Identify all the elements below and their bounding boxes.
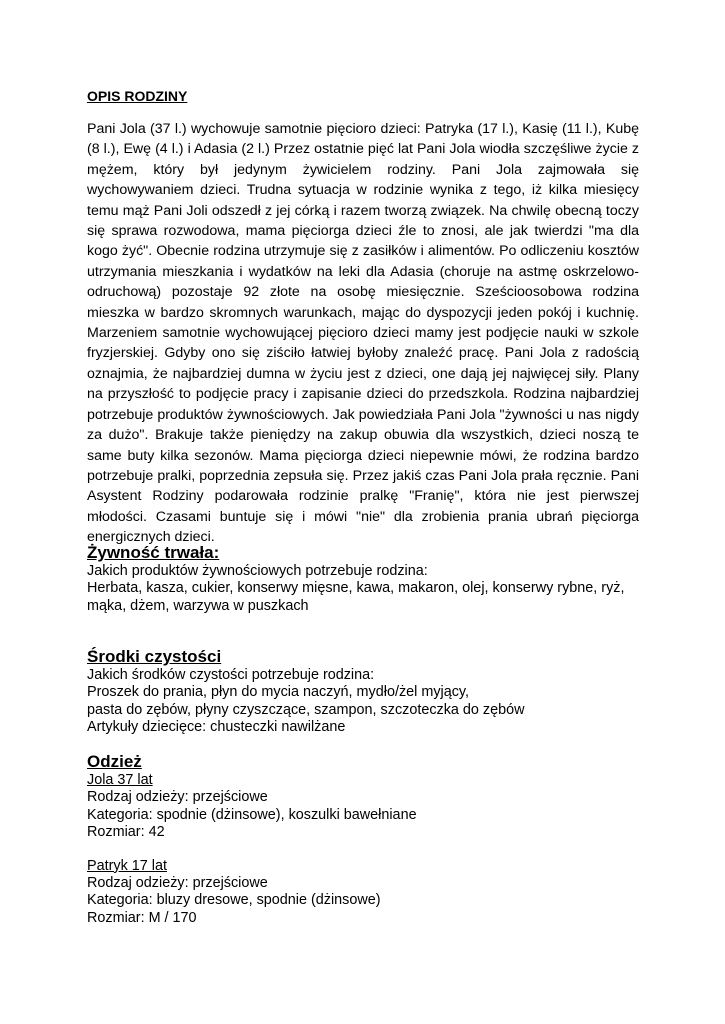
cleaning-question: Jakich środków czystości potrzebuje rodzina: [87,667,375,683]
person-name: Patryk 17 lat [87,857,167,874]
cleaning-item-line: Artykuły dziecięce: chusteczki nawilżane [87,719,346,736]
clothes-heading: Odzież [87,752,142,771]
page-title: OPIS RODZINY [87,88,188,104]
food-item-line: mąka, dżem, warzywa w puszkach [87,597,309,614]
cleaning-item-line: Proszek do prania, płyn do mycia naczyń, mydło/żel myjący, [87,684,470,701]
clothing-category: Kategoria: spodnie (dżinsowe), koszulki bawełniane [87,806,417,823]
clothing-type: Rodzaj odzieży: przejściowe [87,875,268,892]
family-description: Pani Jola (37 l.) wychowuje samotnie pięcioro dzieci: Patryka (17 l.), Kasię (11 l.), Kubę (8 l.), Ewę (4 l.) i Adasia (2 l.) Przez ostatnie pięć lat Pani Jola wiodła szczęśliwe życie z mężem, który był jedynym żywicielem rodziny. Pani Jola zajmowała się wychowywaniem dzieci. Trudna sytuacja w rodzinie wynika z tego, iż kilka miesięcy temu mąż Pani Joli odszedł z jej córką i razem tworzą związek. Na chwilę obecną toczy się sprawa rozwodowa, mama pięciorga dzieci źle to znosi, ale jak twierdzi "ma dla kogo żyć". Obecnie rodzina utrzymuje się z zasiłków i alimentów. Po odliczeniu kosztów utrzymania mieszkania i wydatków na leki dla Adasia (choruje na astmę oskrzelowo-odruchową) pozostaje 92 złote na osobę miesięcznie. Sześcioosobowa rodzina mieszka w bardzo skromnych warunkach, mając do dyspozycji jeden pokój i kuchnię. Marzeniem samotnie wychowującej pięcioro dzieci mamy jest podjęcie nauki w szkole fryzjerskiej. Gdyby ono się ziściło łatwiej byłoby znaleźć pracę. Pani Jola z radością oznajmia, że najbardziej dumna w życiu jest z dzieci, one dają jej najwięcej siły. Plany na przyszłość to podjęcie pracy i zapisanie dzieci do przedszkola. Rodzina najbardziej potrzebuje produktów żywnościowych. Jak powiedziała Pani Jola "żywności u nas nigdy za dużo". Brakuje także pieniędzy na zakup obuwia dla wszystkich, dzieci noszą te same buty kilka sezonów. Mama pięciorga dzieci niepewnie mówi, że rodzina bardzo potrzebuje pralki, poprzednia zepsuła się. Przez jakiś czas Pani Jola prała ręcznie. Pani Asystent Rodziny podarowała rodzinie pralkę "Franię", która nie jest pierwszej młodości. Czasami buntuje się i mówi "nie" dla zrobienia prania ubrań pięciorga energicznych dzieci. [87,121,639,546]
person-clothing-entry [87,858,639,928]
food-heading: Żywność trwała: [87,543,220,562]
cleaning-heading: Środki czystości [87,647,222,666]
clothing-size: Rozmiar: 42 [87,824,165,841]
clothing-category: Kategoria: bluzy dresowe, spodnie (dżinsowe) [87,892,381,909]
clothes-section [87,752,639,927]
food-question: Jakich produktów żywnościowych potrzebuje rodzina: [87,563,428,579]
clothing-size: Rozmiar: M / 170 [87,909,197,926]
food-item-line: Herbata, kasza, cukier, konserwy mięsne, kawa, makaron, olej, konserwy rybne, ryż, [87,580,625,597]
cleaning-item-line: pasta do zębów, płyny czyszczące, szampon, szczoteczka do zębów [87,701,525,718]
cleaning-section [87,647,639,737]
person-clothing-entry [87,772,639,842]
person-name: Jola 37 lat [87,772,153,788]
food-section [87,543,639,615]
clothing-type: Rodzaj odzieży: przejściowe [87,789,268,806]
